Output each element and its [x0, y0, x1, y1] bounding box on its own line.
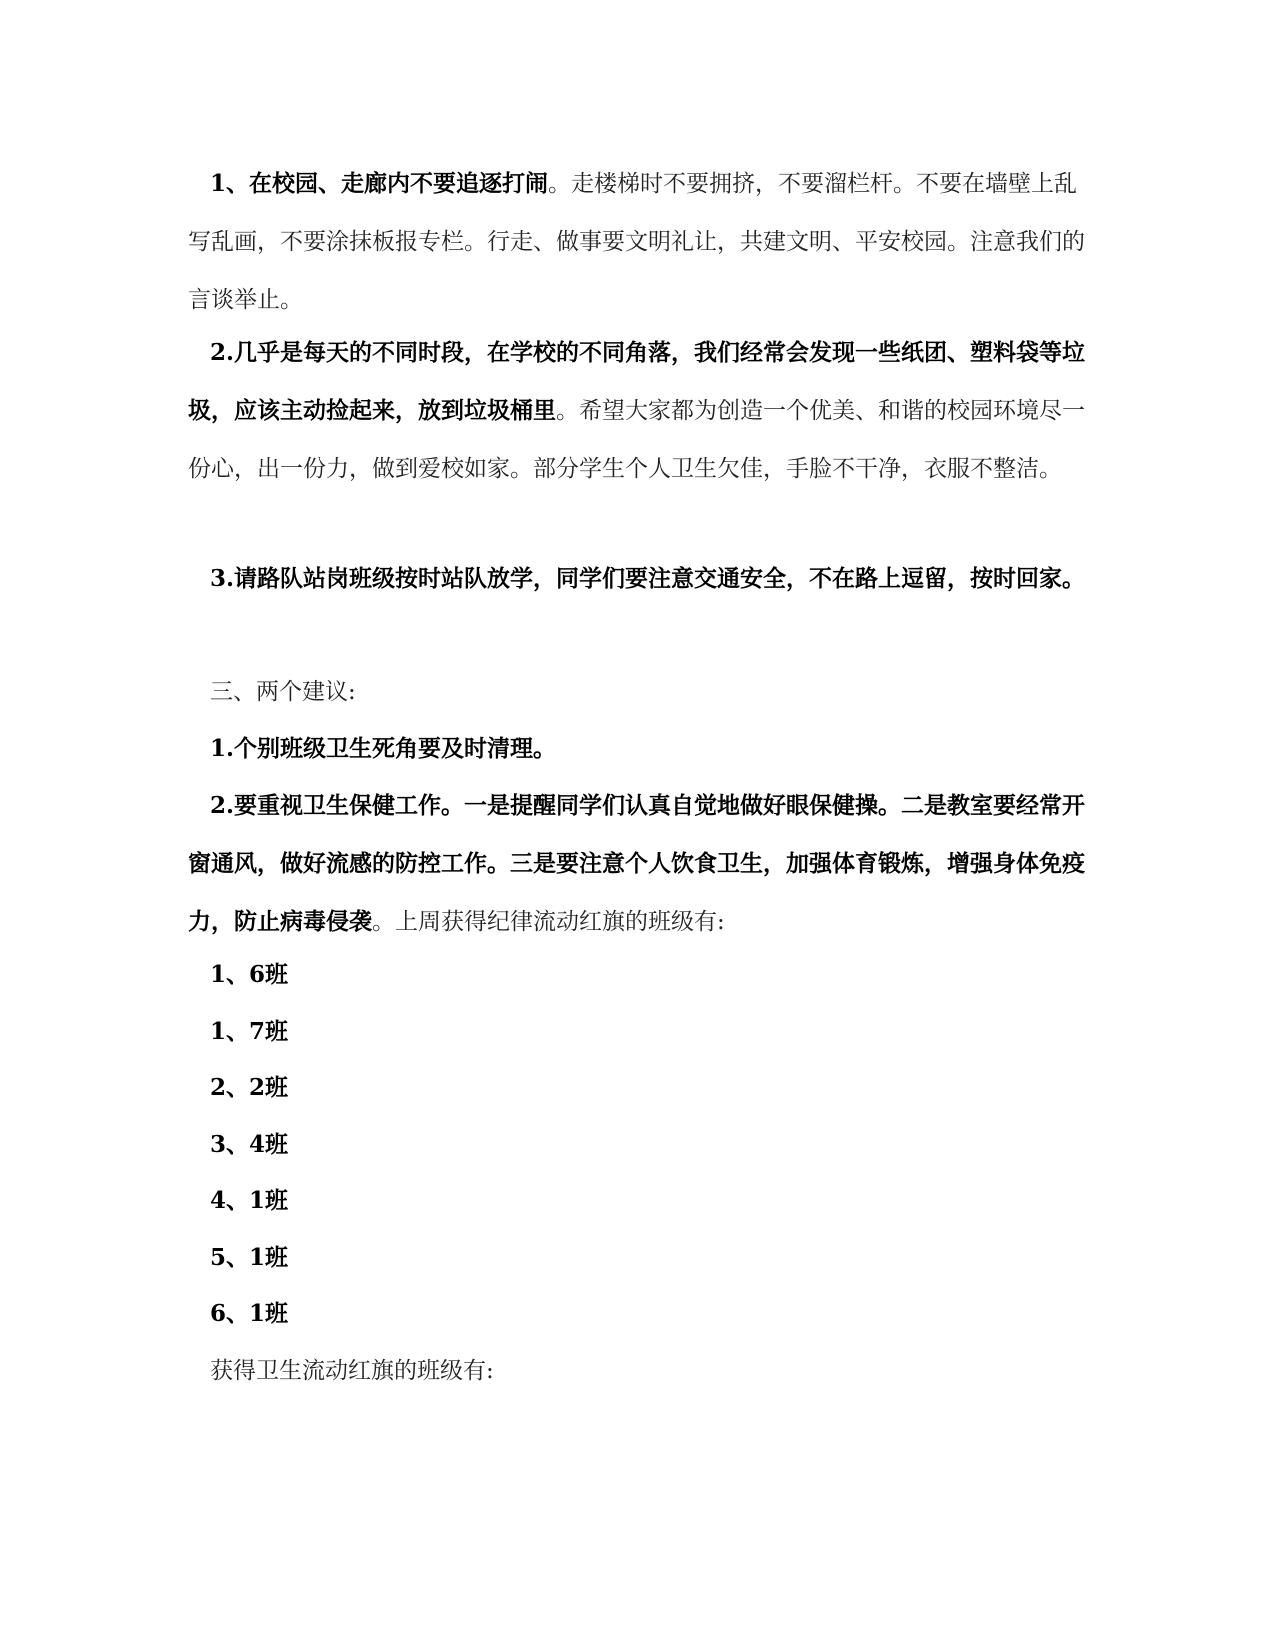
list-item: 2、2班 [210, 1074, 289, 1101]
list-item: 4、1班 [210, 1187, 289, 1214]
list-item: 1、7班 [210, 1018, 289, 1045]
list-item: 1、6班 [210, 961, 289, 988]
list-item: 5、1班 [210, 1244, 289, 1271]
paragraph-2-text: 。希望大家都为创造一个优美、和谐的校园环境尽一份心，出一份力，做到爱校如家。部分学生个人卫生欠佳，手脸不干净，衣服不整洁。 [188, 398, 1085, 482]
list-item: 3、4班 [210, 1131, 289, 1158]
paragraph-3-bold: 3.请路队站岗班级按时站队放学，同学们要注意交通安全，不在路上逗留，按时回家。 [210, 565, 1086, 592]
paragraph-3 [188, 550, 1088, 608]
suggestion-1 [188, 720, 1088, 778]
paragraph-2 [188, 324, 1088, 498]
suggestion-1-bold: 1.个别班级卫生死角要及时清理。 [210, 735, 557, 762]
suggestion-2-text: 。上周获得纪律流动红旗的班级有: [372, 909, 725, 935]
hygiene-heading: 获得卫生流动红旗的班级有: [210, 1358, 494, 1384]
paragraph-1-bold: 1、在校园、走廊内不要追逐打闹 [210, 170, 549, 197]
paragraph-2-bold: 2.几乎是每天的不同时段，在学校的不同角落，我们经常会发现一些纸团、塑料袋等垃圾，应该主动捡起来，放到垃圾桶里 [188, 339, 1086, 424]
suggestion-2 [188, 777, 1088, 951]
suggestion-2-bold: 2.要重视卫生保健工作。一是提醒同学们认真自觉地做好眼保健操。二是教室要经常开窗通风，做好流感的防控工作。三是要注意个人饮食卫生，加强体育锻炼，增强身体免疫力，防止病毒侵袭 [188, 792, 1086, 935]
paragraph-1-text: 。走楼梯时不要拥挤，不要溜栏杆。不要在墙壁上乱写乱画，不要涂抹板报专栏。行走、做事要文明礼让，共建文明、平安校园。注意我们的言谈举止。 [188, 171, 1085, 313]
list-item: 6、1班 [210, 1300, 289, 1327]
paragraph-1 [188, 155, 1088, 329]
section-heading: 三、两个建议: [210, 679, 356, 705]
